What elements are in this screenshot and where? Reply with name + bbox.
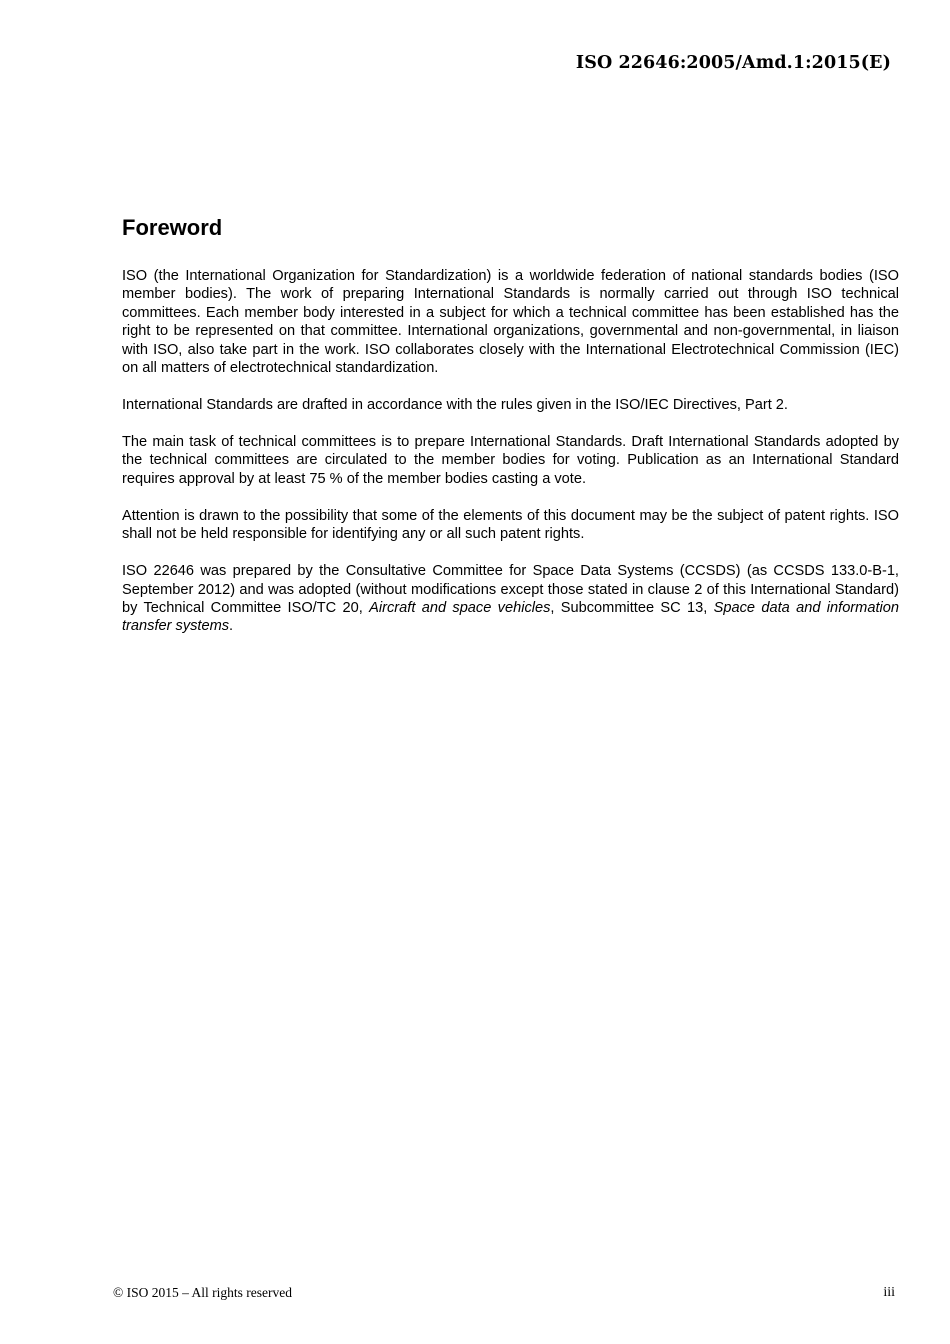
paragraph-5 <box>122 562 899 636</box>
subcommittee-name: Space data and information transfer systems <box>122 600 899 635</box>
paragraph-5-text-a: ISO 22646 was prepared by the Consultative Committee for Space Data Systems (CCSDS) (as CCSDS 133.0-B-1, September 2012) and was adopted (without modifications except those stated in clause 2 of this International Standard) by Technical Committee ISO/TC 20, <box>122 563 899 617</box>
paragraph-1: ISO (the International Organization for Standardization) is a worldwide federation of national standards bodies (ISO member bodies). The work of preparing International Standards is normally carried out through ISO technical committees. Each member body interested in a subject for which a technical committee has been established has the right to be represented on that committee. International organizations, governmental and non-governmental, in liaison with ISO, also take part in the work. ISO collaborates closely with the International Electrotechnical Commission (IEC) on all matters of electrotechnical standardization. <box>122 268 899 377</box>
document-id-header: ISO 22646:2005/Amd.1:2015(E) <box>575 53 891 73</box>
paragraph-4: Attention is drawn to the possibility that some of the elements of this document may be the subject of patent rights. ISO shall not be held responsible for identifying any or all such patent rights. <box>122 507 899 543</box>
paragraph-2: International Standards are drafted in accordance with the rules given in the ISO/IEC Directives, Part 2. <box>122 397 788 414</box>
paragraph-5-text-c: . <box>229 618 234 635</box>
page-number: iii <box>883 1285 895 1300</box>
paragraph-5-text-b: , Subcommittee SC 13, <box>550 600 714 617</box>
paragraph-3: The main task of technical committees is to prepare International Standards. Draft International Standards adopted by the technical committees are circulated to the member bodies for voting. Publication as an International Standard requires approval by at least 75 % of the member bodies casting a vote. <box>122 434 899 487</box>
copyright-notice: © ISO 2015 – All rights reserved <box>113 1285 292 1300</box>
foreword-body <box>122 267 899 636</box>
committee-name: Aircraft and space vehicles <box>369 600 551 617</box>
section-title: Foreword <box>122 215 223 240</box>
